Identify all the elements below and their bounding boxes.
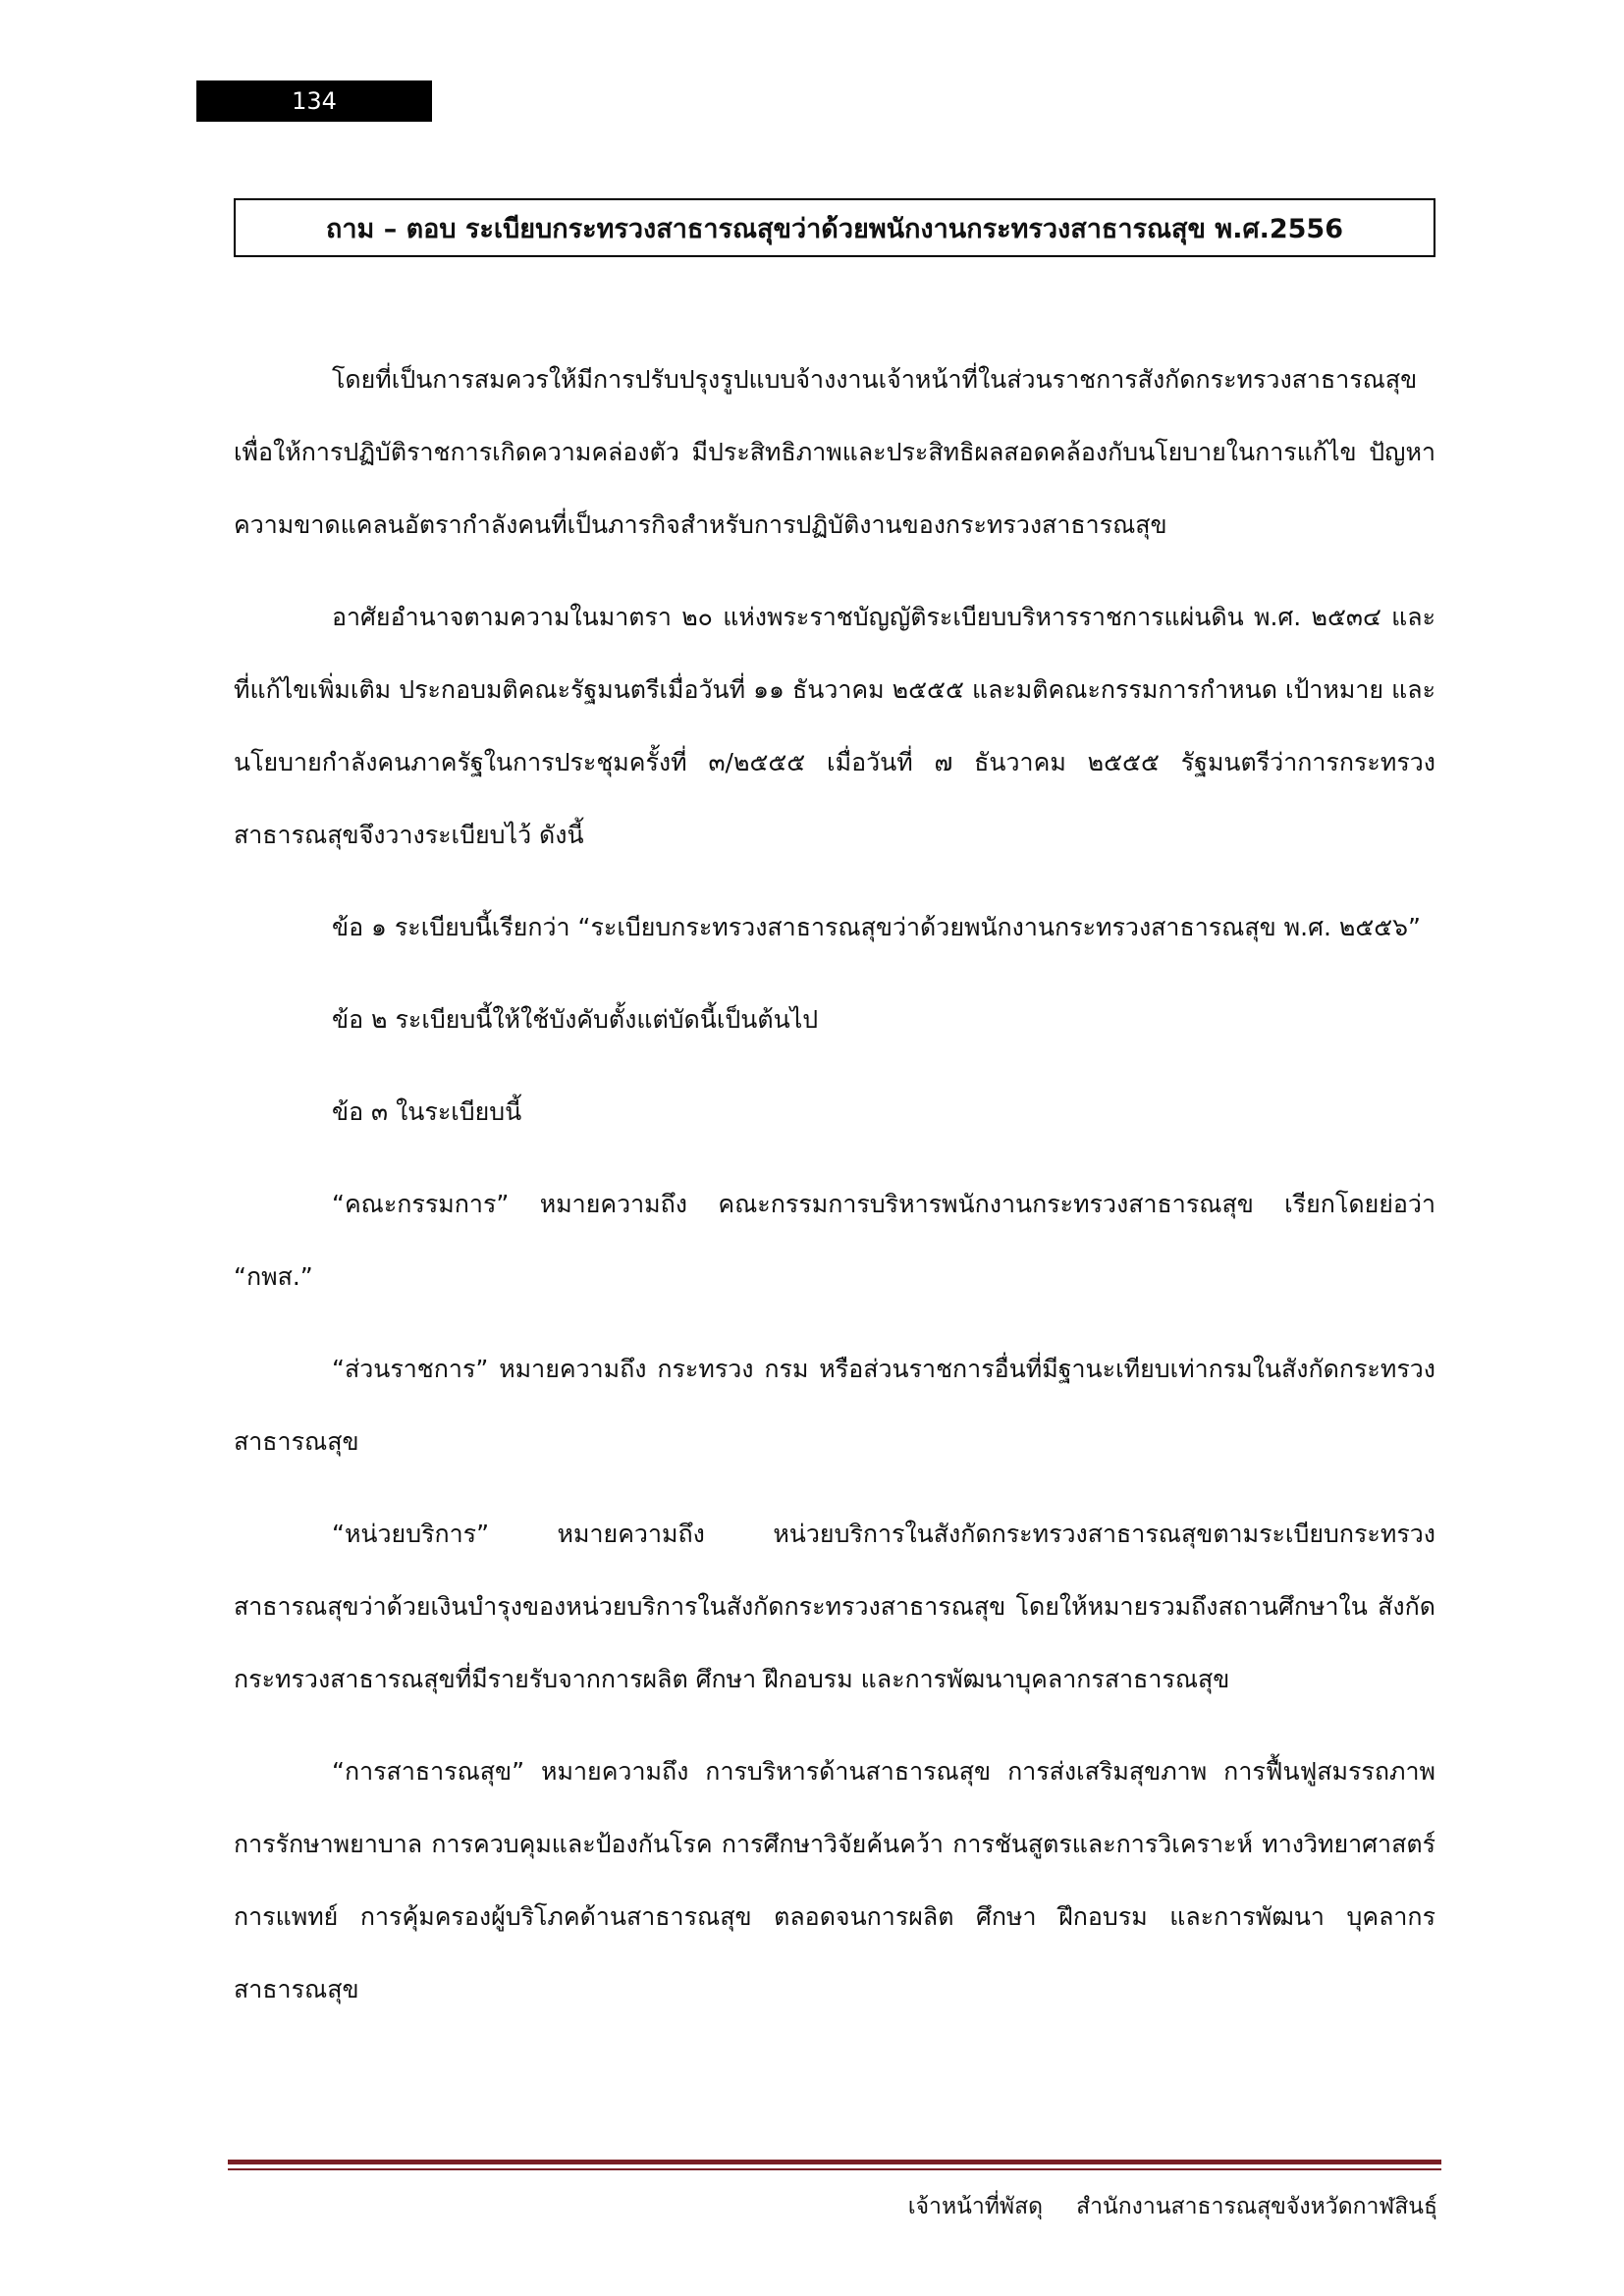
document-title: ถาม – ตอบ ระเบียบกระทรวงสาธารณสุขว่าด้วยพนักงานกระทรวงสาธารณสุข พ.ศ.2556 <box>326 213 1343 244</box>
definition-government-agency: “ส่วนราชการ” หมายความถึง กระทรวง กรม หรือส่วนราชการอื่นที่มีฐานะเทียบเท่ากรมในสังกัดกระทรวงสาธารณสุข <box>234 1355 1435 1456</box>
definition-public-health: “การสาธารณสุข” หมายความถึง การบริหารด้านสาธารณสุข การส่งเสริมสุขภาพ การฟื้นฟูสมรรถภาพ การรักษาพยาบาล การควบคุมและป้องกันโรค การศึกษาวิจัยค้นคว้า การชันสูตรและการวิเคราะห์ ทางวิทยาศาสตร์การแพทย์ การคุ้มครองผู้บริโภคด้านสาธารณสุข ตลอดจนการผลิต ศึกษา ฝึกอบรม และการพัฒนา บุคลากรสาธารณสุข <box>234 1757 1435 2003</box>
footer-position: เจ้าหน้าที่พัสดุ <box>907 2194 1044 2219</box>
paragraph-clause-1: ข้อ ๑ ระเบียบนี้เรียกว่า “ระเบียบกระทรวงสาธารณสุขว่าด้วยพนักงานกระทรวงสาธารณสุข พ.ศ. ๒๕๕๖” <box>332 913 1421 941</box>
footer <box>908 2189 1437 2224</box>
document-body <box>234 344 1435 2046</box>
footer-rule-thin <box>228 2168 1441 2170</box>
footer-office: สำนักงานสาธารณสุขจังหวัดกาฬสินธุ์ <box>1076 2194 1437 2219</box>
definition-service-unit: “หน่วยบริการ” หมายความถึง หน่วยบริการในสังกัดกระทรวงสาธารณสุขตามระเบียบกระทรวงสาธารณสุขว่าด้วยเงินบำรุงของหน่วยบริการในสังกัดกระทรวงสาธารณสุข โดยให้หมายรวมถึงสถานศึกษาใน สังกัดกระทรวงสาธารณสุขที่มีรายรับจากการผลิต ศึกษา ฝึกอบรม และการพัฒนาบุคลากรสาธารณสุข <box>234 1520 1435 1693</box>
paragraph-authority: อาศัยอำนาจตามความในมาตรา ๒๐ แห่งพระราชบัญญัติระเบียบบริหารราชการแผ่นดิน พ.ศ. ๒๕๓๔ และที่แก้ไขเพิ่มเติม ประกอบมติคณะรัฐมนตรีเมื่อวันที่ ๑๑ ธันวาคม ๒๕๕๕ และมติคณะกรรมการกำหนด เป้าหมาย และนโยบายกำลังคนภาครัฐในการประชุมครั้งที่ ๓/๒๕๕๕ เมื่อวันที่ ๗ ธันวาคม ๒๕๕๕ รัฐมนตรีว่าการกระทรวงสาธารณสุขจึงวางระเบียบไว้ ดังนี้ <box>234 603 1435 849</box>
page-number: 134 <box>196 80 432 122</box>
footer-rule <box>228 2160 1441 2164</box>
paragraph-preamble: โดยที่เป็นการสมควรให้มีการปรับปรุงรูปแบบจ้างงานเจ้าหน้าที่ในส่วนราชการสังกัดกระทรวงสาธารณสุข เพื่อให้การปฏิบัติราชการเกิดความคล่องตัว มีประสิทธิภาพและประสิทธิผลสอดคล้องกับนโยบายในการแก้ไข ปัญหาความขาดแคลนอัตรากำลังคนที่เป็นภารกิจสำหรับการปฏิบัติงานของกระทรวงสาธารณสุข <box>234 365 1435 539</box>
title-box <box>234 198 1435 257</box>
definition-committee: “คณะกรรมการ” หมายความถึง คณะกรรมการบริหารพนักงานกระทรวงสาธารณสุข เรียกโดยย่อว่า “กพส.” <box>234 1190 1435 1291</box>
paragraph-clause-3: ข้อ ๓ ในระเบียบนี้ <box>332 1097 522 1126</box>
paragraph-clause-2: ข้อ ๒ ระเบียบนี้ให้ใช้บังคับตั้งแต่บัดนี้เป็นต้นไป <box>332 1005 819 1034</box>
